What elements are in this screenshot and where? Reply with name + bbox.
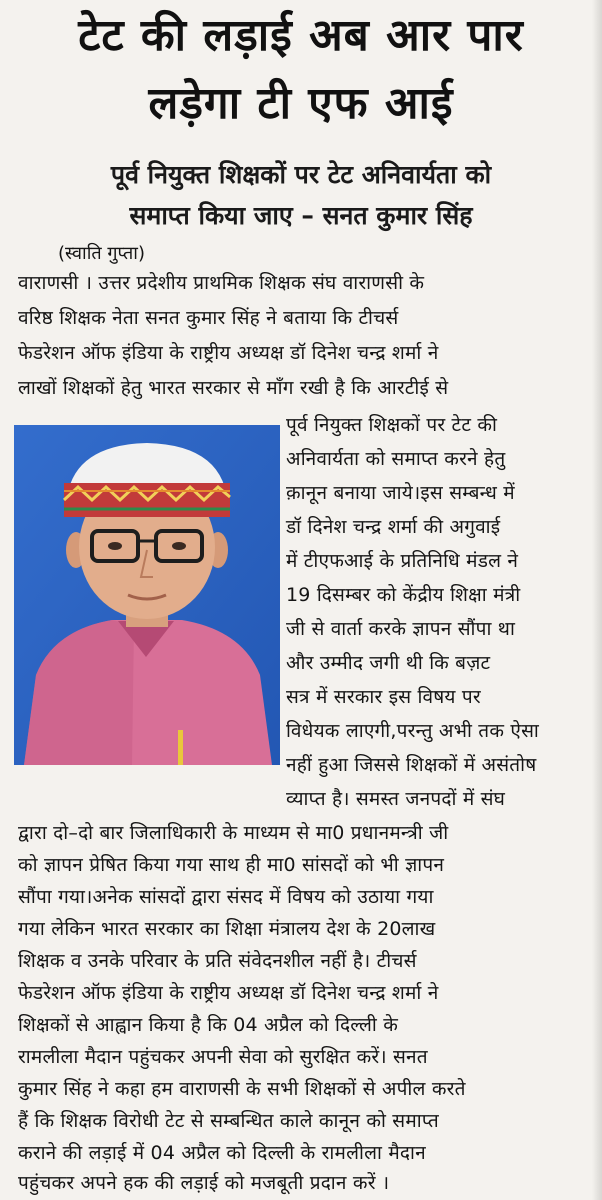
body-line: क़ानून बनाया जाये।इस सम्बन्ध में	[286, 482, 515, 504]
body-line: हैं कि शिक्षक विरोधी टेट से सम्बन्धित काले कानून को समाप्त	[18, 1110, 439, 1132]
headline-line-2: लड़ेगा टी एफ आई	[148, 78, 454, 129]
body-line: को ज्ञापन प्रेषित किया गया साथ ही मा0 सांसदों को भी ज्ञापन	[18, 854, 445, 876]
body-line: कराने की लड़ाई में 04 अप्रैल को दिल्ली के रामलीला मैदान	[18, 1142, 426, 1164]
body-line: शिक्षकों से आह्वान किया है कि 04 अप्रैल को दिल्ली के	[18, 1014, 399, 1036]
body-line: डॉ दिनेश चन्द्र शर्मा की अगुवाई	[286, 516, 501, 538]
body-line: जी से वार्ता करके ज्ञापन सौंपा था	[286, 618, 516, 640]
body-line: कुमार सिंह ने कहा हम वाराणसी के सभी शिक्षकों से अपील करते	[18, 1078, 466, 1100]
body-line: शिक्षक व उनके परिवार के प्रति संवेदनशील नहीं है। टीचर्स	[18, 950, 417, 972]
page-edge-shadow	[592, 0, 602, 1200]
body-line: वाराणसी । उत्तर प्रदेशीय प्राथमिक शिक्षक संघ वाराणसी के	[18, 272, 425, 294]
body-line: रामलीला मैदान पहुंचकर अपनी सेवा को सुरक्षित करें। सनत	[18, 1046, 428, 1068]
subheadline-line-2: समाप्त किया जाए – सनत कुमार सिंह	[129, 201, 473, 230]
body-line: में टीएफआई के प्रतिनिधि मंडल ने	[286, 550, 519, 572]
body-line: पूर्व नियुक्त शिक्षकों पर टेट की	[286, 414, 498, 436]
body-line: फेडरेशन ऑफ इंडिया के राष्ट्रीय अध्यक्ष डॉ दिनेश चन्द्र शर्मा ने	[18, 342, 439, 364]
subheadline-line-1: पूर्व नियुक्त शिक्षकों पर टेट अनिवार्यता को	[110, 160, 492, 189]
body-line: अनिवार्यता को समाप्त करने हेतु	[286, 448, 506, 470]
body-line: नहीं हुआ जिससे शिक्षकों में असंतोष	[286, 754, 537, 776]
person-portrait-icon	[14, 425, 280, 765]
portrait-photo	[14, 425, 280, 765]
body-line: सत्र में सरकार इस विषय पर	[286, 686, 481, 708]
byline: (स्वाति गुप्ता)	[58, 243, 145, 264]
body-line: 19 दिसम्बर को केंद्रीय शिक्षा मंत्री	[286, 584, 521, 606]
body-line: गया लेकिन भारत सरकार का शिक्षा मंत्रालय देश के 20लाख	[18, 918, 436, 940]
body-line: पहुंचकर अपने हक की लड़ाई को मजबूती प्रदान करें ।	[18, 1172, 390, 1194]
body-line: लाखों शिक्षकों हेतु भारत सरकार से माँग रखी है कि आरटीई से	[18, 377, 449, 399]
headline-line-1: टेट की लड़ाई अब आर पार	[78, 10, 524, 61]
body-line: और उम्मीद जगी थी कि बज़ट	[286, 652, 491, 674]
body-line: सौंपा गया।अनेक सांसदों द्वारा संसद में विषय को उठाया गया	[18, 886, 434, 908]
body-line: वरिष्ठ शिक्षक नेता सनत कुमार सिंह ने बताया कि टीचर्स	[18, 307, 399, 329]
body-line: व्याप्त है। समस्त जनपदों में संघ	[286, 788, 506, 810]
body-line: द्वारा दो–दो बार जिलाधिकारी के माध्यम से मा0 प्रधानमन्त्री जी	[18, 822, 449, 844]
body-line: फेडरेशन ऑफ इंडिया के राष्ट्रीय अध्यक्ष डॉ दिनेश चन्द्र शर्मा ने	[18, 982, 439, 1004]
body-line: विधेयक लाएगी,परन्तु अभी तक ऐसा	[286, 720, 540, 742]
